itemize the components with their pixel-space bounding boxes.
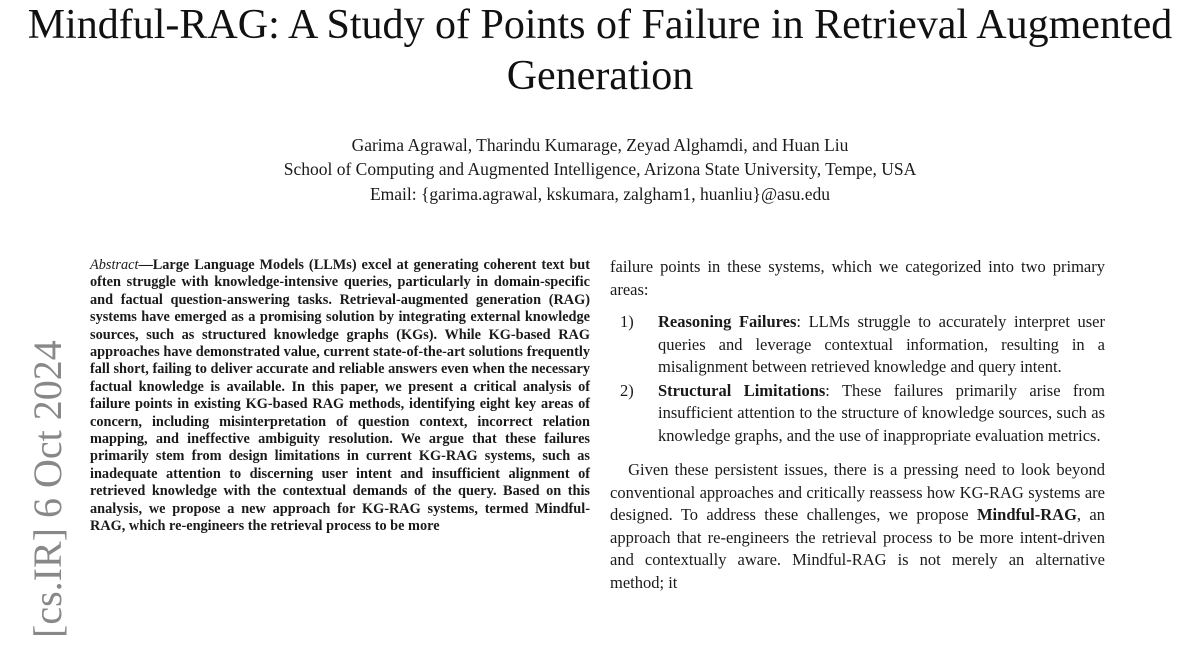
- paper-title: Mindful-RAG: A Study of Points of Failure in Retrieval Augmented Generation: [27, 2, 1173, 99]
- list-text: : LLMs struggle to accurately interpret user queries and leverage contextual information, resulting in a misalignment between retrieved knowledge and query intent.: [658, 312, 1105, 376]
- arxiv-side-stamp: [cs.IR] 6 Oct 2024: [25, 340, 70, 638]
- failure-list: [610, 311, 1105, 447]
- method-name: Mindful-RAG: [976, 505, 1077, 524]
- list-item: [610, 311, 1105, 379]
- list-text: : These failures primarily arise from insufficient attention to the structure of knowledge sources, such as knowledge graphs, and the use of inappropriate evaluation metrics.: [658, 380, 1105, 445]
- abstract-label: Abstract: [90, 257, 139, 273]
- right-column: [610, 256, 1105, 594]
- author-emails: Email: {garima.agrawal, kskumara, zalgham1, huanliu}@asu.edu: [369, 184, 831, 204]
- intro-paragraph: failure points in these systems, which we categorized into two primary areas:: [610, 257, 1105, 299]
- list-term: Reasoning Failures: [658, 312, 797, 331]
- abstract-text: —Large Language Models (LLMs) excel at generating coherent text but often struggle with knowledge-intensive queries, particularly in domain-specific and factual question-answering tasks. Retrieval-augmented generation (RAG) systems have emerged as a promising solution by integrating external knowledge sources, such as structured knowledge graphs (KGs). While KG-based RAG approaches have demonstrated value, current state-of-the-art solutions frequently fall short, failing to deliver accurate and reliable answers even when the necessary factual knowledge is available. In this paper, we present a critical analysis of failure points in existing KG-based RAG methods, identifying eight key areas of concern, including misinterpretation of question context, incorrect relation mapping, and ineffective ambiguity resolution. We argue that these failures primarily stem from design limitations in current KG-RAG systems, such as inadequate attention to discerning user intent and insufficient alignment of retrieved knowledge with the contextual demands of the query. Based on this analysis, we propose a new approach for KG-RAG systems, termed Mindful-RAG, which re-engineers the retrieval process to be more: [90, 257, 590, 535]
- list-number: 2): [620, 380, 634, 400]
- author-list: Garima Agrawal, Tharindu Kumarage, Zeyad Alghamdi, and Huan Liu: [351, 135, 849, 155]
- list-item: [610, 380, 1105, 448]
- abstract: [90, 257, 590, 536]
- list-number: 1): [620, 312, 634, 331]
- affiliation: School of Computing and Augmented Intelligence, Arizona State University, Tempe, USA: [283, 159, 917, 179]
- proposal-text-after: , an approach that re-engineers the retrieval process to be more intent-driven and contextually aware. Mindful-RAG is not merely an alternative method; it: [610, 505, 1106, 592]
- proposal-paragraph: [610, 459, 1105, 594]
- list-term: Structural Limitations: [658, 380, 826, 400]
- proposal-text-before: Given these persistent issues, there is a pressing need to look beyond conventional approaches and critically reassess how KG-RAG systems are designed. To address these challenges, we propose: [610, 460, 1105, 524]
